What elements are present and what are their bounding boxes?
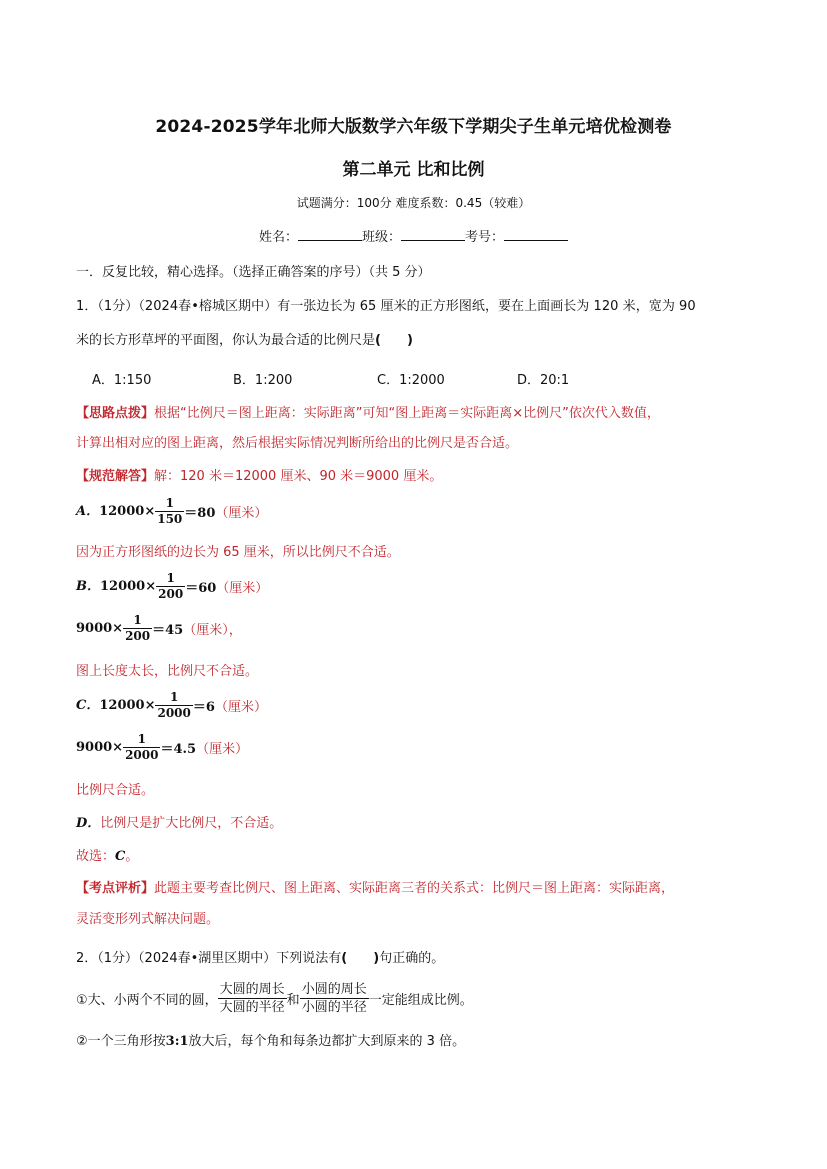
number-blank[interactable] bbox=[504, 228, 568, 241]
fraction-numerator: 小圆的周长 bbox=[301, 982, 367, 997]
fraction-denominator: 150 bbox=[157, 512, 183, 526]
q2-statement-2 bbox=[76, 1030, 465, 1049]
number-label: 考号： bbox=[465, 230, 505, 245]
q2-stem bbox=[76, 947, 444, 966]
q1-option-b[interactable]: B．1:200 bbox=[233, 373, 293, 388]
q1-comment-b: 图上长度太长，比例尺不合适。 bbox=[76, 664, 259, 679]
calc-c-unit: （厘米） bbox=[214, 700, 267, 715]
q1-calc-c bbox=[76, 690, 267, 721]
fraction-denominator: 大圆的半径 bbox=[219, 1000, 285, 1015]
q1-calc-c2 bbox=[76, 732, 248, 763]
fraction-numerator: 1 bbox=[156, 571, 185, 587]
calc-c2-right: ＝4.5 bbox=[160, 742, 197, 757]
student-info-line bbox=[0, 226, 827, 245]
q1-choice bbox=[76, 845, 138, 864]
q1-option-a[interactable]: A．1:150 bbox=[92, 373, 152, 388]
calc-c-right: ＝6 bbox=[192, 700, 215, 715]
calc-a-right: ＝80 bbox=[184, 506, 216, 521]
s2-ratio: 3:1 bbox=[165, 1034, 189, 1049]
calc-d-label: D． bbox=[76, 816, 101, 831]
calc-b-unit: （厘米） bbox=[216, 581, 269, 596]
section-heading: 一．反复比较，精心选择。（选择正确答案的序号）（共 5 分） bbox=[76, 265, 431, 280]
q1-option-c[interactable]: C．1:2000 bbox=[377, 373, 445, 388]
calc-b2-right: ＝45 bbox=[152, 623, 184, 638]
calc-b-label: B． bbox=[76, 579, 100, 594]
s1-fraction-big bbox=[218, 981, 287, 1016]
s1-fraction-small bbox=[300, 981, 369, 1016]
hint-tag: 【思路点拨】 bbox=[76, 406, 155, 421]
q1-hint-line1 bbox=[76, 402, 660, 421]
q1-answer-paren[interactable]: ( ) bbox=[375, 333, 413, 348]
choice-letter: C bbox=[115, 849, 126, 864]
q1-comment-c: 比例尺合适。 bbox=[76, 783, 155, 798]
calc-b-left: 12000× bbox=[100, 579, 157, 594]
q1-answer-line bbox=[76, 465, 442, 484]
s2-pre: ②一个三角形按 bbox=[76, 1034, 166, 1049]
q1-review-line2: 灵活变形列式解决问题。 bbox=[76, 912, 220, 927]
calc-b2-left: 9000× bbox=[76, 621, 124, 636]
calc-b-fraction bbox=[156, 571, 185, 602]
calc-c-left: 12000× bbox=[99, 698, 156, 713]
class-blank[interactable] bbox=[401, 228, 465, 241]
review-tag: 【考点评析】 bbox=[76, 881, 155, 896]
calc-b2-fraction bbox=[123, 613, 152, 644]
answer-text: 解：120 米＝12000 厘米、90 米＝9000 厘米。 bbox=[154, 469, 443, 484]
calc-c-label: C． bbox=[76, 698, 100, 713]
hint-text-1: 根据“比例尺＝图上距离：实际距离”可知“图上距离＝实际距离×比例尺”依次代入数值， bbox=[154, 406, 660, 421]
calc-c2-unit: （厘米） bbox=[196, 742, 249, 757]
q1-option-d[interactable]: D．20:1 bbox=[517, 373, 570, 388]
q1-hint-line2: 计算出相对应的图上距离，然后根据实际情况判断所给出的比例尺是否合适。 bbox=[76, 436, 519, 451]
fraction-numerator: 1 bbox=[123, 732, 160, 748]
fraction-numerator: 1 bbox=[123, 613, 152, 629]
exam-meta: 试题满分：100分 难度系数：0.45（较难） bbox=[296, 196, 531, 210]
choice-suffix: 。 bbox=[125, 849, 139, 864]
q1-comment-d: 比例尺是扩大比例尺，不合适。 bbox=[100, 816, 283, 831]
page-title: 2024-2025学年北师大版数学六年级下学期尖子生单元培优检测卷 bbox=[155, 117, 672, 137]
fraction-denominator: 小圆的半径 bbox=[301, 1000, 367, 1015]
calc-a-label: A． bbox=[76, 504, 100, 519]
q1-calc-a bbox=[76, 496, 267, 527]
unit-title: 第二单元 比和比例 bbox=[342, 160, 485, 180]
fraction-denominator: 200 bbox=[125, 629, 151, 643]
q2-answer-paren[interactable]: ( ) bbox=[341, 951, 380, 966]
calc-c-fraction bbox=[155, 690, 192, 721]
class-label: 班级： bbox=[361, 230, 401, 245]
s1-mid: 和 bbox=[286, 993, 300, 1008]
calc-c2-fraction bbox=[123, 732, 160, 763]
q1-stem-line2 bbox=[76, 329, 413, 348]
calc-a-fraction bbox=[155, 496, 184, 527]
calc-b-right: ＝60 bbox=[185, 581, 217, 596]
q1-comment-a: 因为正方形图纸的边长为 65 厘米，所以比例尺不合适。 bbox=[76, 545, 400, 560]
fraction-denominator: 2000 bbox=[157, 706, 191, 720]
q1-calc-b2 bbox=[76, 613, 242, 644]
calc-a-unit: （厘米） bbox=[215, 506, 268, 521]
q1-stem-line1: 1．（1分）（2024春•榕城区期中）有一张边长为 65 厘米的正方形图纸，要在上面画长为 120 米，宽为 90 bbox=[76, 299, 696, 314]
s1-pre: ①大、小两个不同的圆， bbox=[76, 993, 218, 1008]
q2-statement-1 bbox=[76, 981, 473, 1016]
calc-a-left: 12000× bbox=[99, 504, 156, 519]
choice-prefix: 故选： bbox=[76, 849, 116, 864]
q1-stem-text: 米的长方形草坪的平面图，你认为最合适的比例尺是 bbox=[76, 333, 376, 348]
s2-post: 放大后，每个角和每条边都扩大到原来的 3 倍。 bbox=[188, 1034, 466, 1049]
s1-post: 一定能组成比例。 bbox=[368, 993, 473, 1008]
name-label: 姓名： bbox=[258, 230, 298, 245]
calc-c2-left: 9000× bbox=[76, 740, 124, 755]
name-blank[interactable] bbox=[298, 228, 362, 241]
q1-comment-d-line bbox=[76, 812, 282, 831]
q1-review-line1 bbox=[76, 877, 674, 896]
fraction-numerator: 1 bbox=[155, 690, 192, 706]
q1-calc-b bbox=[76, 571, 268, 602]
q2-stem-post: 句正确的。 bbox=[379, 951, 445, 966]
q2-stem-pre: 2．（1分）（2024春•湖里区期中）下列说法有 bbox=[76, 951, 342, 966]
fraction-numerator: 1 bbox=[155, 496, 184, 512]
fraction-denominator: 200 bbox=[158, 587, 184, 601]
answer-tag: 【规范解答】 bbox=[76, 469, 155, 484]
fraction-denominator: 2000 bbox=[125, 748, 159, 762]
fraction-numerator: 大圆的周长 bbox=[219, 982, 285, 997]
review-text-1: 此题主要考查比例尺、图上距离、实际距离三者的关系式：比例尺＝图上距离：实际距离， bbox=[154, 881, 675, 896]
calc-b2-unit: （厘米）， bbox=[183, 623, 242, 638]
